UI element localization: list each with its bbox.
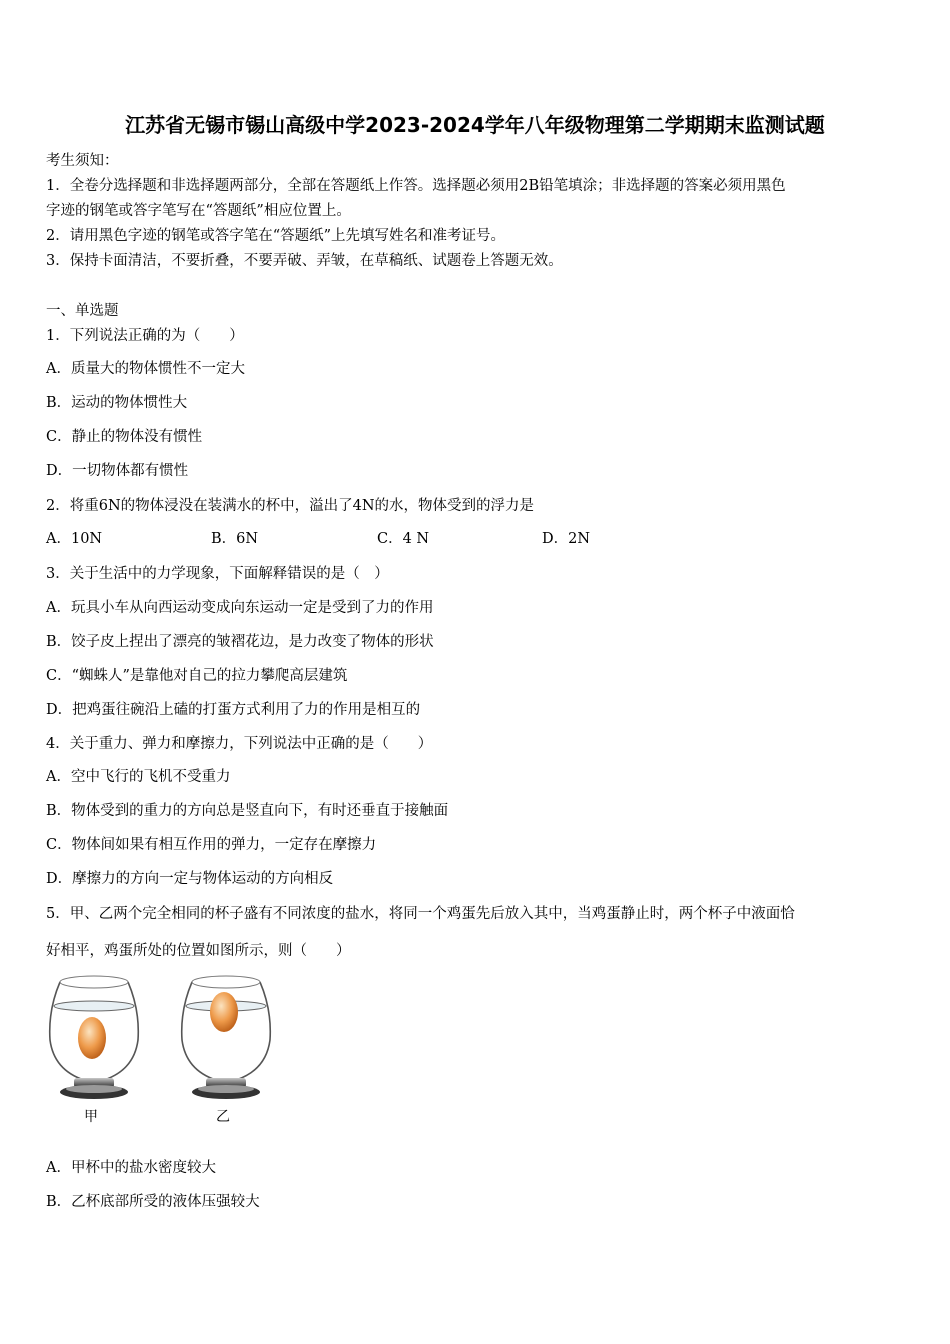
q1-option-d: D．一切物体都有惯性 [46,463,189,479]
q1-option-c: C．静止的物体没有惯性 [46,429,203,445]
q3-stem: 3．关于生活中的力学现象，下面解释错误的是（ ） [46,566,389,582]
q4-option-d: D．摩擦力的方向一定与物体运动的方向相反 [46,871,334,887]
notice-heading: 考生须知： [46,153,119,169]
q2-option-b: B．6N [211,531,259,547]
q2-option-d: D．2N [542,531,591,547]
q3-option-d: D．把鸡蛋往碗沿上磕的打蛋方式利用了力的作用是相互的 [46,702,421,718]
q3-option-b: B．饺子皮上捏出了漂亮的皱褶花边，是力改变了物体的形状 [46,634,434,650]
q4-option-c: C．物体间如果有相互作用的弹力，一定存在摩擦力 [46,837,377,853]
q4-option-b: B．物体受到的重力的方向总是竖直向下，有时还垂直于接触面 [46,803,449,819]
notice-item-3: 3．保持卡面清洁，不要折叠，不要弄破、弄皱，在草稿纸、试题卷上答题无效。 [46,253,563,269]
glass-jia [50,976,139,1099]
q2-option-a: A．10N [46,531,103,547]
notice-item-1a: 1．全卷分选择题和非选择题两部分，全部在答题纸上作答。选择题必须用2B铅笔填涂；非选择题的答案必须用黑色 [46,178,786,194]
q3-option-c: C．“蜘蛛人”是靠他对自己的拉力攀爬高层建筑 [46,668,348,684]
page-title: 江苏省无锡市锡山高级中学2023-2024学年八年级物理第二学期期末监测试题 [125,113,825,137]
q1-option-a: A．质量大的物体惯性不一定大 [46,361,245,377]
q2-options [46,528,906,550]
q4-option-a: A．空中飞行的飞机不受重力 [46,769,231,785]
q5-stem-line-1: 5．甲、乙两个完全相同的杯子盛有不同浓度的盐水，将同一个鸡蛋先后放入其中，当鸡蛋静止时，两个杯子中液面恰 [46,906,795,922]
notice-item-1b: 字迹的钢笔或答字笔写在“答题纸”相应位置上。 [46,203,351,219]
q1-option-b: B．运动的物体惯性大 [46,395,188,411]
q4-stem: 4．关于重力、弹力和摩擦力，下列说法中正确的是（ ） [46,736,433,752]
fig-label-yi: 乙 [216,1109,230,1125]
notice-item-2: 2．请用黑色字迹的钢笔或答字笔在“答题纸”上先填写姓名和准考证号。 [46,228,506,244]
q5-stem-line-2: 好相平，鸡蛋所处的位置如图所示，则（ ） [46,943,351,959]
section-heading: 一、单选题 [46,303,119,319]
q3-option-a: A．玩具小车从向西运动变成向东运动一定是受到了力的作用 [46,600,434,616]
q5-figure [40,970,300,1130]
q5-option-a: A．甲杯中的盐水密度较大 [46,1160,216,1176]
beakers-illustration [40,970,300,1130]
glass-yi [182,976,271,1099]
q1-stem: 1．下列说法正确的为（ ） [46,328,244,344]
q2-option-c: C．4 N [377,531,430,547]
q2-stem: 2．将重6N的物体浸没在装满水的杯中，溢出了4N的水，物体受到的浮力是 [46,498,535,514]
q5-option-b: B．乙杯底部所受的液体压强较大 [46,1194,260,1210]
fig-label-jia: 甲 [84,1109,98,1125]
